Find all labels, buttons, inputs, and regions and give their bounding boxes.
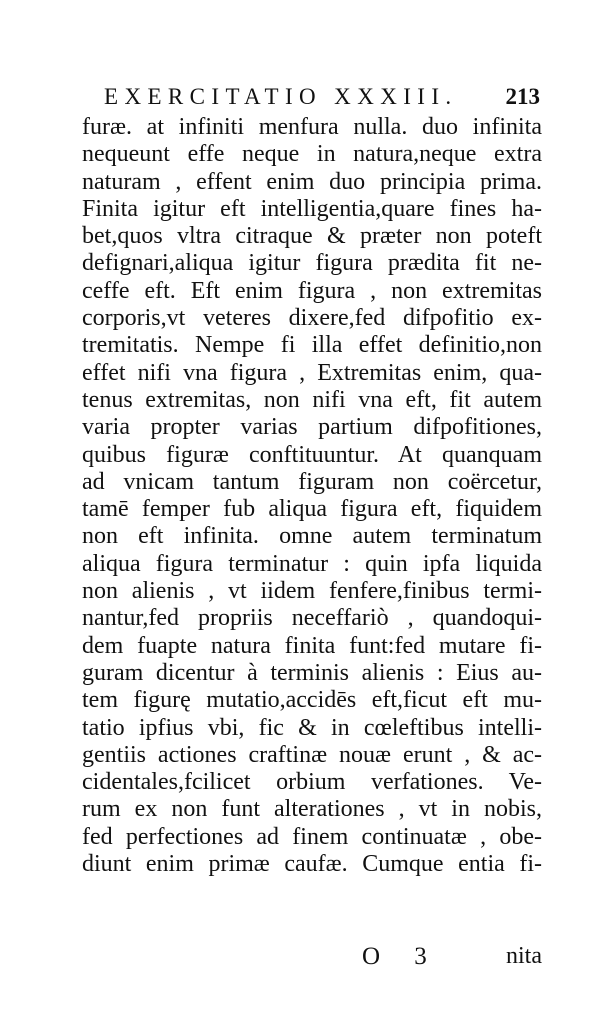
text-line: tamē femper fub aliqua figura eft, fiquidem bbox=[82, 496, 542, 523]
text-line: guram dicentur à terminis alienis : Eius au- bbox=[82, 659, 542, 686]
page-footer bbox=[82, 943, 542, 973]
page-header bbox=[104, 84, 540, 114]
text-line: corporis,vt veteres dixere,fed difpofitio ex- bbox=[82, 305, 542, 332]
text-line: gentiis actiones craftinæ nouæ erunt , & ac- bbox=[82, 741, 542, 768]
text-line: tem figurę mutatio,accidēs eft,ficut eft mu- bbox=[82, 687, 542, 714]
text-line: bet,quos vltra citraque & præter non poteft bbox=[82, 223, 542, 250]
text-line: tatio ipfius vbi, fic & in cœleftibus intelli- bbox=[82, 714, 542, 741]
text-line: defignari,aliqua igitur figura prædita fit ne- bbox=[82, 250, 542, 277]
text-line: diunt enim primæ caufæ. Cumque entia fi- bbox=[82, 851, 542, 878]
text-line: furæ. at infiniti menfura nulla. duo infinita bbox=[82, 114, 542, 140]
text-line: cidentales,fcilicet orbium verfationes. Ve- bbox=[82, 769, 542, 796]
text-line: Finita igitur eft intelligentia,quare fines ha- bbox=[82, 195, 542, 222]
text-line: tremitatis. Nempe fi illa effet definitio,non bbox=[82, 332, 542, 359]
catchword: nita bbox=[506, 943, 542, 969]
text-line: aliqua figura terminatur : quin ipfa liquida bbox=[82, 550, 542, 577]
text-line: tenus extremitas, non nifi vna eft, fit autem bbox=[82, 386, 542, 413]
text-line: fed perfectiones ad finem continuatæ , obe- bbox=[82, 823, 542, 850]
text-line: nequeunt effe neque in natura,neque extra bbox=[82, 141, 542, 168]
text-line: varia propter varias partium difpofitiones, bbox=[82, 414, 542, 441]
text-line: rum ex non funt alterationes , vt in nobis, bbox=[82, 796, 542, 823]
text-line: dem fuapte natura finita funt:fed mutare fi- bbox=[82, 632, 542, 659]
text-line: nantur,fed propriis neceffariò , quandoqui- bbox=[82, 605, 542, 632]
page-number: 213 bbox=[505, 84, 540, 109]
running-title: EXERCITATIO XXXIII. bbox=[104, 84, 458, 109]
signature-mark: O 3 bbox=[362, 943, 441, 970]
body-text bbox=[82, 114, 542, 878]
text-line: non alienis , vt iidem fenfere,finibus termi- bbox=[82, 578, 542, 605]
text-line: effet nifi vna figura , Extremitas enim, qua- bbox=[82, 359, 542, 386]
text-line: ad vnicam tantum figuram non coërcetur, bbox=[82, 468, 542, 495]
text-line: quibus figuræ conftituuntur. At quanquam bbox=[82, 441, 542, 468]
text-line: ceffe eft. Eft enim figura , non extremitas bbox=[82, 277, 542, 304]
text-line: non eft infinita. omne autem terminatum bbox=[82, 523, 542, 550]
text-line: naturam , effent enim duo principia prima. bbox=[82, 168, 542, 195]
